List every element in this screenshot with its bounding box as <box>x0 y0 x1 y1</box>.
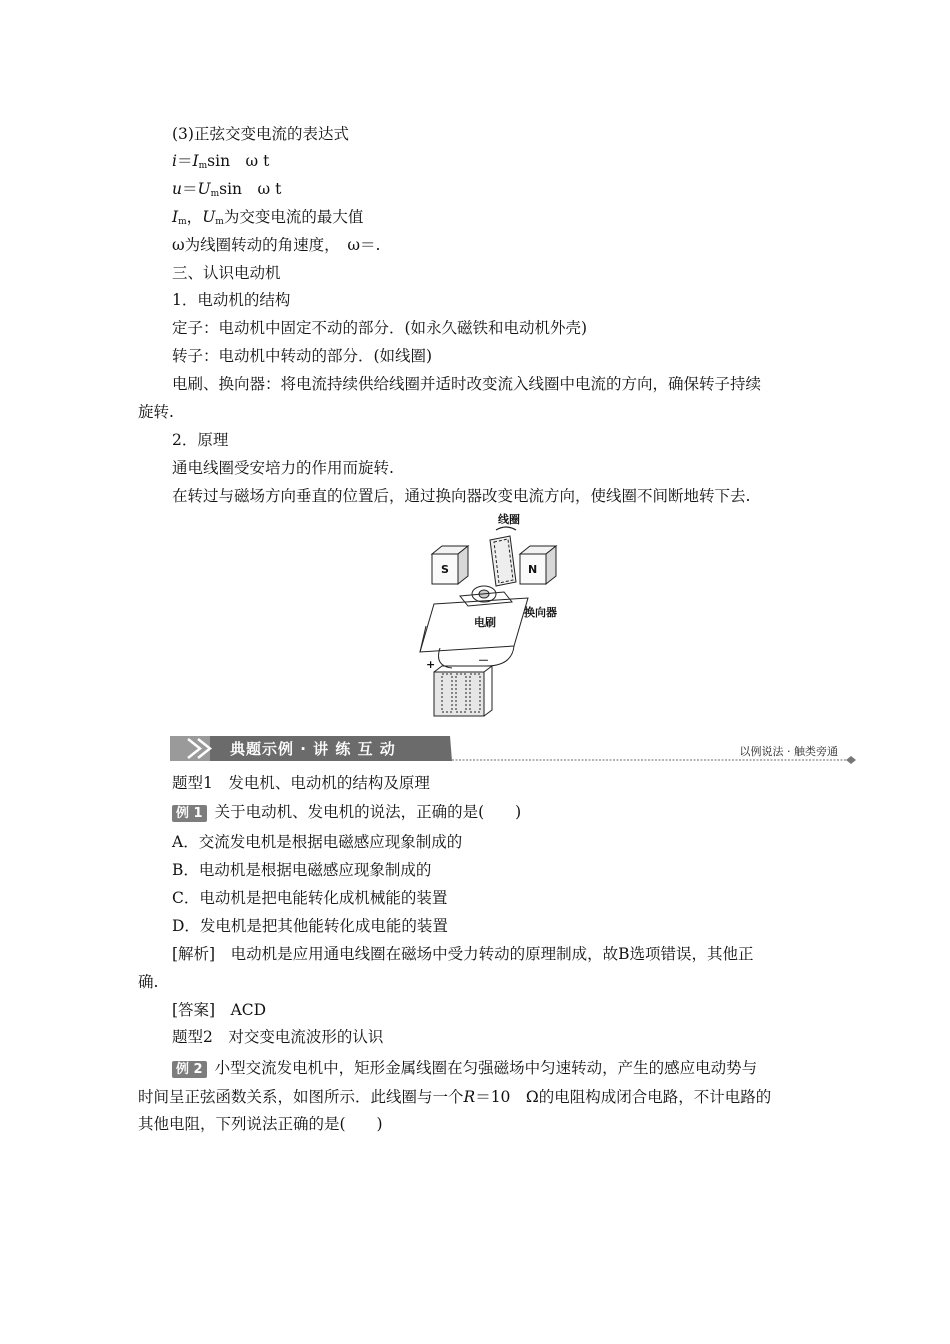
sin-term: sin ω t <box>207 152 270 170</box>
sin-term: sin ω t <box>219 180 282 198</box>
option-c: C．电动机是把电能转化成机械能的装置 <box>172 889 448 907</box>
example-badge: 例 1 <box>172 805 207 822</box>
example1-question <box>172 802 521 822</box>
option-b: B．电动机是根据电磁感应现象制成的 <box>172 861 432 879</box>
subscript-m: m <box>210 189 220 199</box>
analysis-line-2: 确. <box>138 973 159 991</box>
example2-line-1 <box>172 1058 757 1078</box>
omega-line: ω为线圈转动的角速度， ω＝. <box>172 236 381 254</box>
max-value-text: 为交变电流的最大值 <box>223 208 364 226</box>
question-text: 时间呈正弦函数关系，如图所示．此线圈与一个 <box>138 1088 464 1106</box>
banner-title: 典题示例 · 讲 练 互 动 <box>230 740 396 758</box>
formula-current <box>172 151 269 176</box>
analysis-line-1: [解析] 电动机是应用通电线圈在磁场中受力转动的原理制成，故B选项错误，其他正 <box>172 945 754 963</box>
formula-voltage <box>172 179 281 204</box>
formula-heading: (3)正弦交变电流的表达式 <box>172 125 349 143</box>
brush-label: 电刷 <box>474 616 496 629</box>
type2-title: 题型2 对交变电流波形的认识 <box>172 1028 384 1046</box>
principle-line-2: 在转过与磁场方向垂直的位置后，通过换向器改变电流方向，使线圈不间断地转下去. <box>172 487 751 505</box>
symbol-Um: U <box>202 208 216 226</box>
example-badge: 例 2 <box>172 1061 207 1078</box>
example2-line-3: 其他电阻，下列说法正确的是( ) <box>138 1115 383 1133</box>
question-text: ＝10 Ω的电阻构成闭合电路，不计电路的 <box>475 1088 772 1106</box>
symbol-u: u <box>172 180 182 198</box>
minus-sign: － <box>478 654 489 667</box>
symbol-I: I <box>192 152 199 170</box>
stator-line: 定子：电动机中固定不动的部分．(如永久磁铁和电动机外壳) <box>172 319 588 337</box>
option-a: A．交流发电机是根据电磁感应现象制成的 <box>172 833 463 851</box>
separator: ， <box>186 208 203 226</box>
symbol-U: U <box>197 180 211 198</box>
brush-line-2: 旋转. <box>138 403 174 421</box>
type1-title: 题型1 发电机、电动机的结构及原理 <box>172 774 430 792</box>
motor-title: 三、认识电动机 <box>172 264 281 282</box>
equals-sign: ＝ <box>181 180 198 198</box>
magnet-s-label: S <box>441 563 449 576</box>
answer-line: [答案] ACD <box>172 1001 267 1019</box>
rotor-line: 转子：电动机中转动的部分．(如线圈) <box>172 347 433 365</box>
symbol-R: R <box>463 1088 476 1106</box>
structure-title: 1．电动机的结构 <box>172 291 291 309</box>
brush-line-1: 电刷、换向器：将电流持续供给线圈并适时改变流入线圈中电流的方向，确保转子持续 <box>172 375 762 393</box>
subscript-m: m <box>198 161 208 171</box>
subscript-m: m <box>178 217 187 227</box>
question-text: 小型交流发电机中，矩形金属线圈在匀强磁场中匀速转动，产生的感应电动势与 <box>214 1059 758 1077</box>
symbol-Im: I <box>172 208 179 226</box>
plus-sign: + <box>426 658 436 671</box>
section-banner <box>170 733 860 765</box>
commutator-label: 换向器 <box>524 606 557 619</box>
example2-line-2 <box>138 1087 771 1107</box>
symbol-i: i <box>172 152 177 170</box>
subscript-m: m <box>215 217 224 227</box>
motor-diagram <box>412 506 582 722</box>
principle-line-1: 通电线圈受安培力的作用而旋转. <box>172 459 394 477</box>
principle-title: 2．原理 <box>172 431 229 449</box>
max-value-line <box>172 207 363 232</box>
coil-label: 线圈 <box>498 513 520 526</box>
equals-sign: ＝ <box>176 152 193 170</box>
banner-subtitle: 以例说法 · 触类旁通 <box>739 745 838 758</box>
magnet-n-label: N <box>528 563 538 576</box>
option-d: D．发电机是把其他能转化成电能的装置 <box>172 917 448 935</box>
question-text: 关于电动机、发电机的说法，正确的是( ) <box>214 803 522 821</box>
